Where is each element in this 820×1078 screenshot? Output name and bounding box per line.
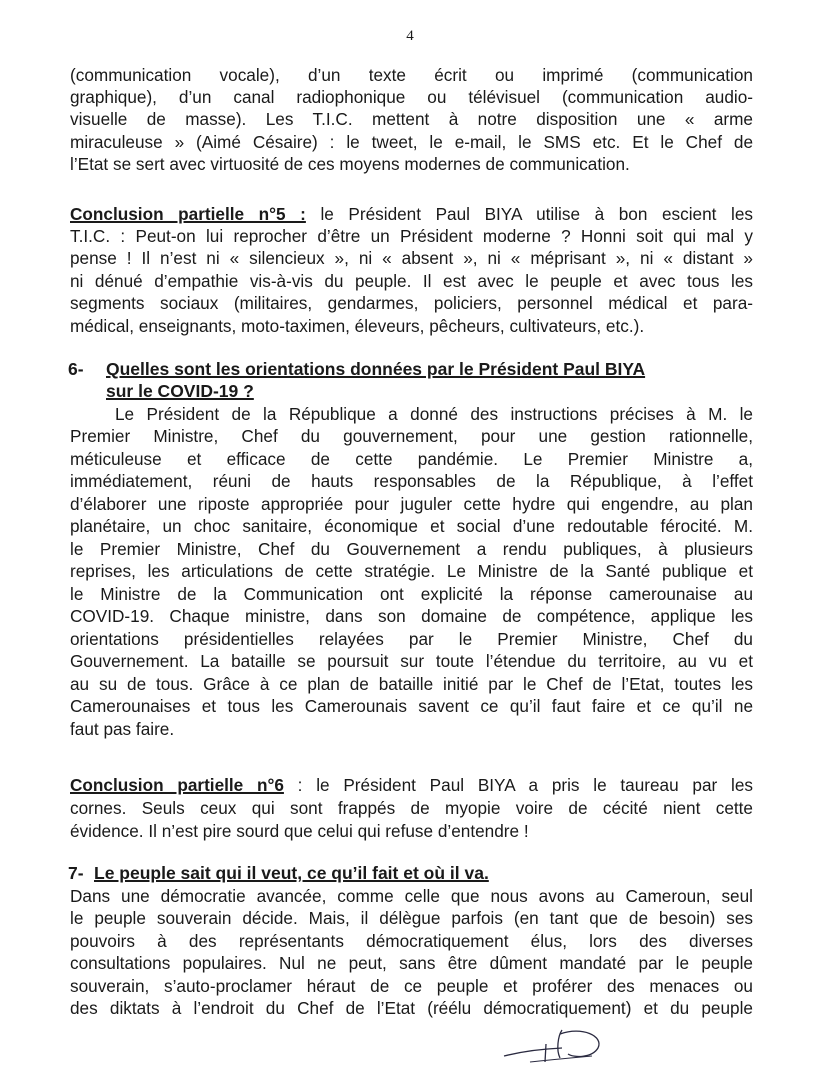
paragraph-line: évidence. Il n’est pire sourd que celui qui refuse d’entendre ! bbox=[70, 821, 529, 841]
paragraph-line: méticuleuse et efficace de cette pandémie. Le Premier Ministre a, bbox=[70, 449, 753, 469]
paragraph-line: graphique), d’un canal radiophonique ou télévisuel (communication audio- bbox=[70, 87, 753, 107]
conclusion-6-text: : le Président Paul BIYA a pris le taureau par les bbox=[283, 775, 753, 795]
conclusion-6-label: Conclusion partielle n°6 bbox=[70, 775, 284, 795]
paragraph-line: pouvoirs à des représentants démocratiquement élus, lors des diverses bbox=[70, 931, 753, 951]
paragraph-line: miraculeuse » (Aimé Césaire) : le tweet, le e-mail, le SMS etc. Et le Chef de bbox=[70, 132, 753, 152]
section-7-title: Le peuple sait qui il veut, ce qu’il fait et où il va. bbox=[94, 863, 489, 883]
paragraph-line: Gouvernement. La bataille se poursuit sur toute l’étendue du territoire, au vu et bbox=[70, 651, 753, 671]
paragraph-line: au su de tous. Grâce à ce plan de bataille initié par le Chef de l’Etat, toutes les bbox=[70, 674, 753, 694]
section-7-number: 7- bbox=[68, 863, 84, 883]
paragraph-line: médical, enseignants, moto-taximen, éleveurs, pêcheurs, cultivateurs, etc.). bbox=[70, 316, 645, 336]
paragraph-line: consultations populaires. Nul ne peut, sans être dûment mandaté par le peuple bbox=[70, 953, 753, 973]
conclusion-5-first-line bbox=[70, 203, 753, 225]
paragraph-line: d’élaborer une riposte appropriée pour juguler cette hydre qui engendre, au plan bbox=[70, 494, 753, 514]
paragraph-line: souverain, s’auto-proclamer héraut de ce peuple et proférer des menaces ou bbox=[70, 976, 753, 996]
paragraph-line: l’Etat se sert avec virtuosité de ces moyens modernes de communication. bbox=[70, 154, 630, 174]
paragraph-line: Premier Ministre, Chef du gouvernement, pour une gestion rationnelle, bbox=[70, 426, 753, 446]
paragraph-line: (communication vocale), d’un texte écrit ou imprimé (communication bbox=[70, 65, 753, 85]
paragraph-line: visuelle de masse). Les T.I.C. mettent à notre disposition une « arme bbox=[70, 109, 753, 129]
paragraph-line: orientations présidentielles relayées par le Premier Ministre, Chef du bbox=[70, 629, 753, 649]
paragraph-line: immédiatement, réuni de hauts responsables de la République, à l’effet bbox=[70, 471, 753, 491]
conclusion-6-first-line bbox=[70, 774, 753, 796]
section-6-title-line1: Quelles sont les orientations données par le Président Paul BIYA bbox=[106, 359, 646, 379]
conclusion-5-label: Conclusion partielle n°5 : bbox=[70, 204, 306, 224]
paragraph-line: des diktats à l’endroit du Chef de l’Etat (réélu démocratiquement) et du peuple bbox=[70, 998, 753, 1018]
paragraph-line: Camerounaises et tous les Camerounais savent ce qu’il faut faire et ce qu’il ne bbox=[70, 696, 753, 716]
conclusion-5-text: le Président Paul BIYA utilise à bon escient les bbox=[305, 204, 753, 224]
paragraph-line: planétaire, un choc sanitaire, économique et social d’une redoutable férocité. M. bbox=[70, 516, 753, 536]
paragraph-line: le peuple souverain décide. Mais, il délègue parfois (en tant que de besoin) ses bbox=[70, 908, 753, 928]
section-6-title-line2: sur le COVID-19 ? bbox=[106, 381, 254, 401]
paragraph-line: faut pas faire. bbox=[70, 719, 175, 739]
paragraph-line: Dans une démocratie avancée, comme celle que nous avons au Cameroun, seul bbox=[70, 886, 753, 906]
paragraph-line: Le Président de la République a donné des instructions précises à M. le bbox=[115, 404, 753, 424]
paragraph-line: reprises, les articulations de cette stratégie. Le Ministre de la Santé publique et bbox=[70, 561, 753, 581]
paragraph-line: T.I.C. : Peut-on lui reprocher d’être un Président moderne ? Honni soit qui mal y bbox=[70, 226, 753, 246]
paragraph-line: COVID-19. Chaque ministre, dans son domaine de compétence, applique les bbox=[70, 606, 753, 626]
paragraph-line: ni dénué d’empathie vis-à-vis du peuple. Il est avec le peuple et avec tous les bbox=[70, 271, 753, 291]
paragraph-line: le Ministre de la Communication ont explicité la réponse camerounaise au bbox=[70, 584, 753, 604]
page-number: 4 bbox=[406, 28, 414, 44]
paragraph-line: pense ! Il n’est ni « silencieux », ni « absent », ni « méprisant », ni « distant » bbox=[70, 248, 753, 268]
paragraph-line: le Premier Ministre, Chef du Gouvernement a rendu publiques, à plusieurs bbox=[70, 539, 753, 559]
section-6-number: 6- bbox=[68, 359, 84, 379]
paragraph-line: cornes. Seuls ceux qui sont frappés de myopie voire de cécité nient cette bbox=[70, 798, 753, 818]
handwritten-signature bbox=[500, 1022, 620, 1070]
paragraph-line: segments sociaux (militaires, gendarmes, policiers, personnel médical et para- bbox=[70, 293, 753, 313]
